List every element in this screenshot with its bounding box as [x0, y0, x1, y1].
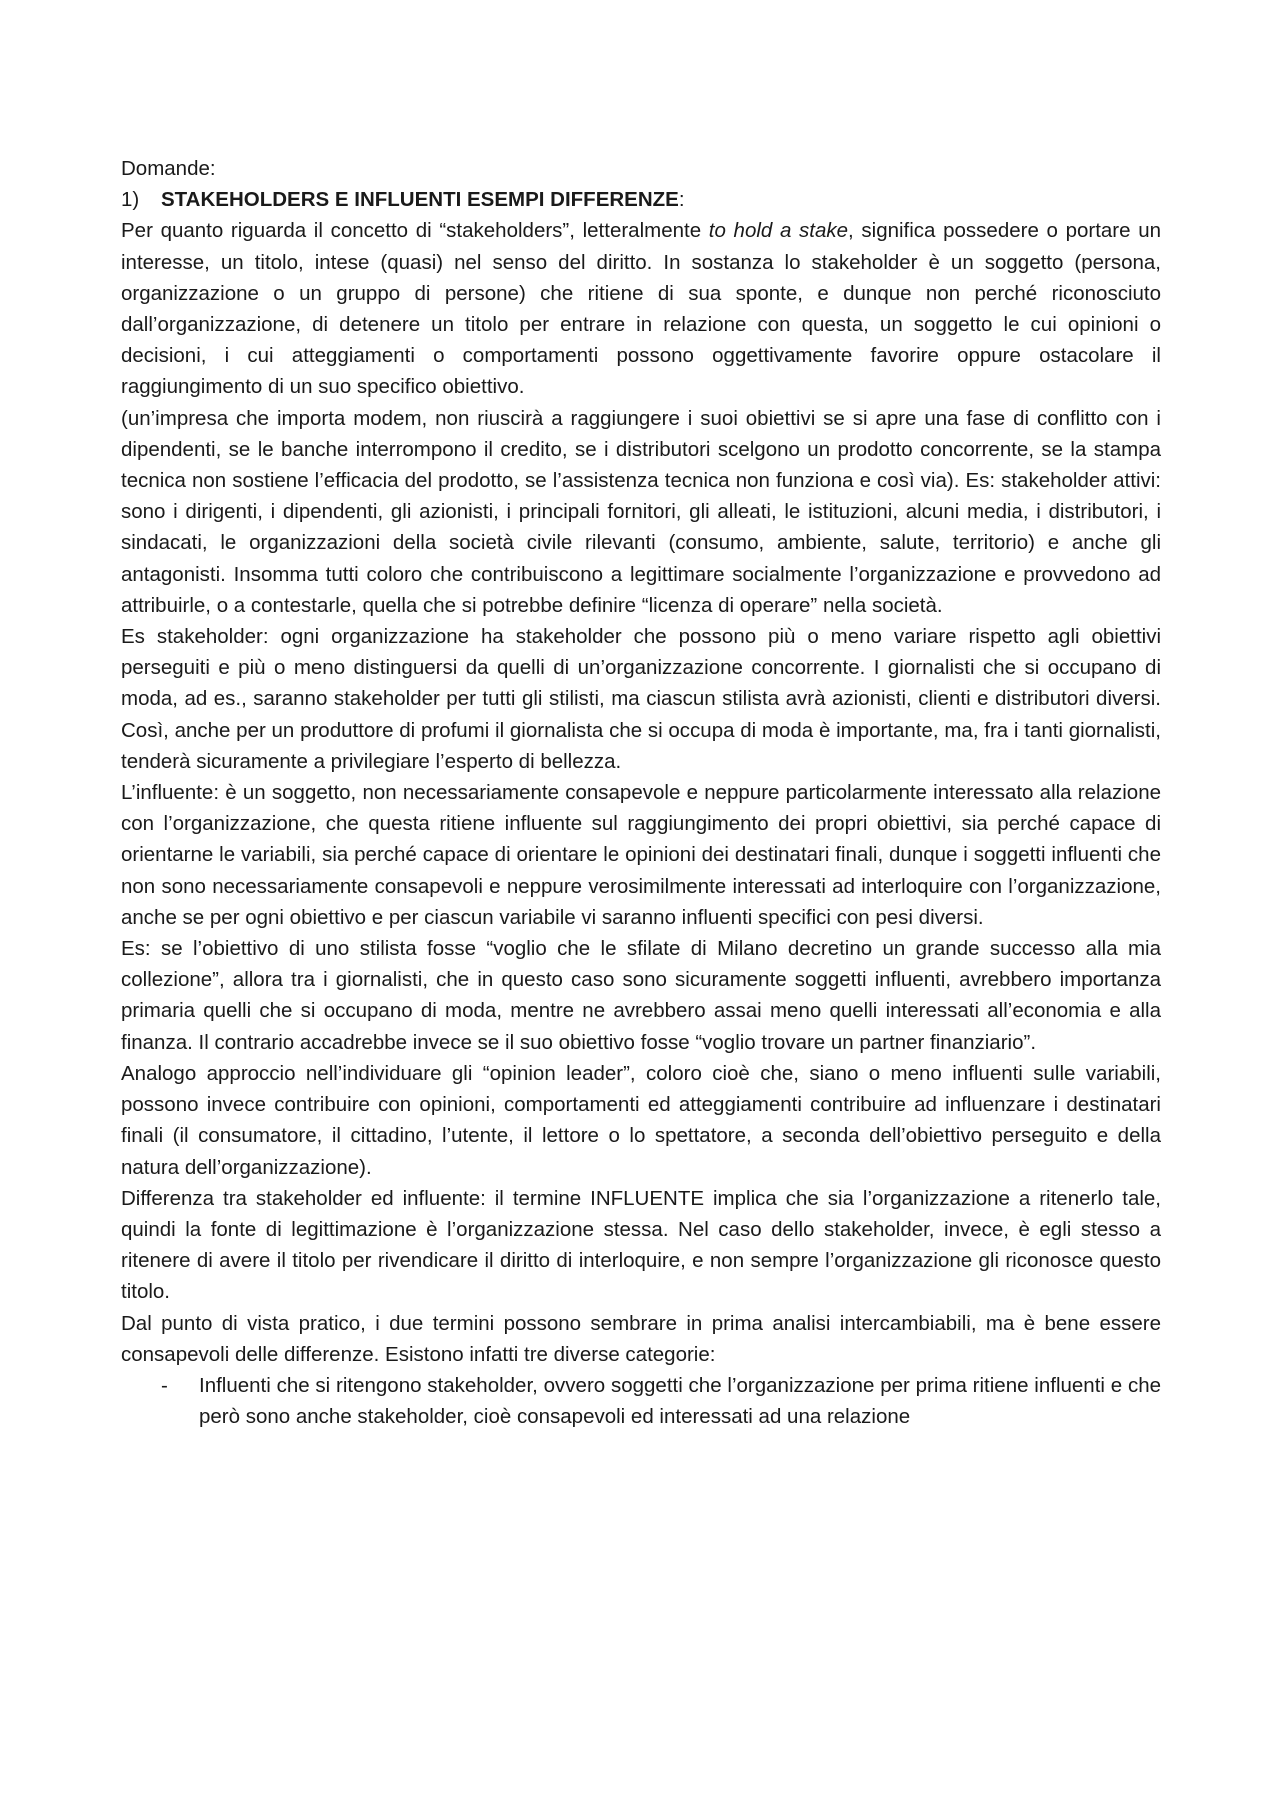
list-item [121, 1370, 1161, 1432]
heading-suffix: : [678, 188, 685, 212]
p1-after: , significa possedere o portare un interesse, un titolo, intese (quasi) nel senso del diritto. In sostanza lo stakeholder è un soggetto (persona, organizzazione o un gruppo di persone) che ritiene di sua sponte, e dunque non perché riconosciuto dall’organizzazione, di detenere un titolo per entrare in relazione con questa, un soggetto le cui opinioni o decisioni, i cui atteggiamenti o comportamenti possono oggettivamente favorire oppure ostacolare il raggiungimento di un suo specifico obiettivo. [121, 219, 1161, 399]
heading-number: 1) [121, 188, 140, 212]
paragraph-definition-stakeholder [121, 215, 1161, 402]
paragraph-categorie-intro: Dal punto di vista pratico, i due termini possono sembrare in prima analisi intercambiabili, ma è bene essere consapevoli delle differenze. Esistono infatti tre diverse categorie: [121, 1311, 1161, 1366]
paragraph-example-stilista: Es: se l’obiettivo di uno stilista fosse “voglio che le sfilate di Milano decretino un grande successo alla mia collezione”, allora tra i giornalisti, che in questo caso sono sicuramente soggetti influenti, avrebbero importanza primaria quelli che si occupano di moda, mentre ne avrebbero assai meno quelli interessati all’economia e alla finanza. Il contrario accadrebbe invece se il suo obiettivo fosse “voglio trovare un partner finanziario”. [121, 937, 1161, 1054]
heading-title: STAKEHOLDERS E INFLUENTI ESEMPI DIFFERENZE [161, 188, 679, 212]
bullet-marker: - [161, 1373, 168, 1397]
heading-text [161, 184, 685, 215]
paragraph-definition-influente: L’influente: è un soggetto, non necessariamente consapevole e neppure particolarmente interessato alla relazione con l’organizzazione, che questa ritiene influente sul raggiungimento dei propri obiettivi, sia perché capace di orientarne le variabili, sia perché capace di orientare le opinioni dei destinatari finali, dunque i soggetti influenti che non sono necessariamente consapevoli e neppure verosimilmente interessati ad interloquire con l’organizzazione, anche se per ogni obiettivo e per ciascun variabile vi saranno influenti specifici con pesi diversi. [121, 781, 1161, 929]
paragraph-differenza: Differenza tra stakeholder ed influente: il termine INFLUENTE implica che sia l’organizzazione a ritenerlo tale, quindi la fonte di legittimazione è l’organizzazione stessa. Nel caso dello stakeholder, invece, è egli stesso a ritenere di avere il titolo per rivendicare il diritto di interloquire, e non sempre l’organizzazione gli riconosce questo titolo. [121, 1186, 1161, 1304]
bullet-text: Influenti che si ritengono stakeholder, ovvero soggetti che l’organizzazione per prima ritiene influenti e che però sono anche stakeholder, cioè consapevoli ed interessati ad una relazione [199, 1373, 1161, 1429]
p1-emphasis: to hold a stake [708, 219, 849, 243]
paragraph-example-stakeholder: Es stakeholder: ogni organizzazione ha stakeholder che possono più o meno variare rispetto agli obiettivi perseguiti e più o meno distinguersi da quelli di un’organizzazione concorrente. I giornalisti che si occupano di moda, ad es., saranno stakeholder per tutti gli stilisti, ma ciascun stilista avrà azionisti, clienti e distributori diversi. Così, anche per un produttore di profumi il giornalista che si occupa di moda è importante, ma, fra i tanti giornalisti, tenderà sicuramente a privilegiare l’esperto di bellezza. [121, 625, 1161, 773]
document-page [121, 153, 1161, 1432]
section-heading [121, 184, 1161, 215]
paragraph-opinion-leader: Analogo approccio nell’individuare gli “opinion leader”, coloro cioè che, siano o meno influenti sulle variabili, possono invece contribuire con opinioni, comportamenti ed atteggiamenti contribuire ad influenzare i destinatari finali (il consumatore, il cittadino, l’utente, il lettore o lo spettatore, a seconda dell’obiettivo perseguito e della natura dell’organizzazione). [121, 1061, 1161, 1179]
intro-label: Domande: [121, 157, 216, 180]
p1-before: Per quanto riguarda il concetto di “stakeholders”, letteralmente [121, 219, 709, 243]
paragraph-example-impresa: (un’impresa che importa modem, non riuscirà a raggiungere i suoi obiettivi se si apre una fase di conflitto con i dipendenti, se le banche interrompono il credito, se i distributori scelgono un prodotto concorrente, se la stampa tecnica non sostiene l’efficacia del prodotto, se l’assistenza tecnica non funziona e così via). Es: stakeholder attivi: sono i dirigenti, i dipendenti, gli azionisti, i principali fornitori, gli alleati, le istituzioni, alcuni media, i distributori, i sindacati, le organizzazioni della società civile rilevanti (consumo, ambiente, salute, territorio) e anche gli antagonisti. Insomma tutti coloro che contribuiscono a legittimare socialmente l’organizzazione e provvedono ad attribuirle, o a contestarle, quella che si potrebbe definire “licenza di operare” nella società. [121, 406, 1161, 617]
